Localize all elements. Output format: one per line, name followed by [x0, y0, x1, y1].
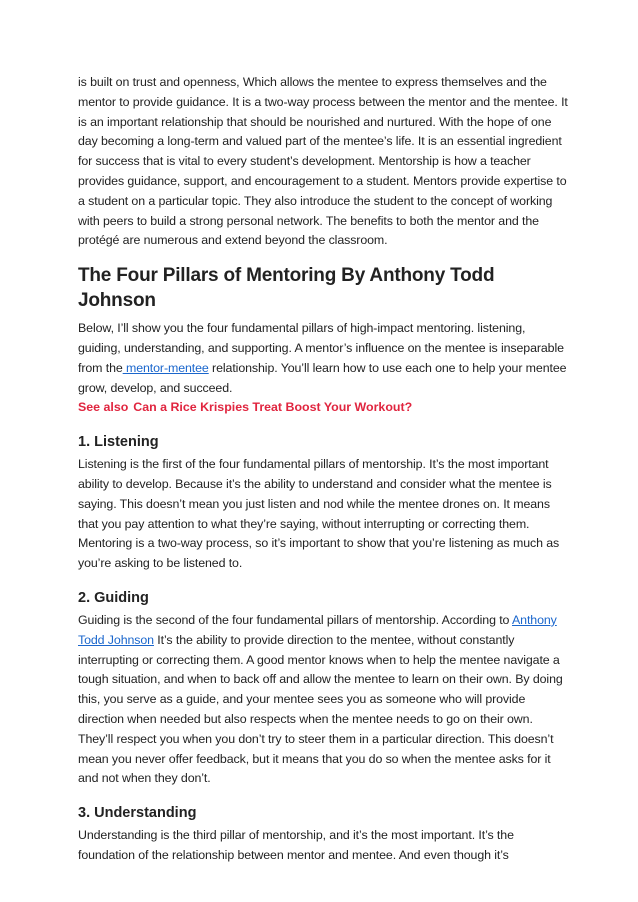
see-also-title: Can a Rice Krispies Treat Boost Your Workout? — [133, 400, 413, 415]
pillars-intro-text-before: Below, I’ll show you the four fundamental pillars of high-impact mentoring. listening, guiding, understanding, and supporting. A mentor’s influence on the mentee is inseparable from the — [78, 321, 564, 375]
listening-paragraph: Listening is the first of the four fundamental pillars of mentorship. It’s the most important ability to develop. Because it’s the ability to understand and consider what the mentee is saying. This doesn’t mean you just listen and nod while the mentee drones on. It means that you pay attention to what they’re saying, without interrupting or correcting them. Mentoring is a two-way process, so it’s important to show that you’re listening as much as you’re asking to be listened to. — [78, 457, 560, 571]
section-heading-listening: 1. Listening — [78, 434, 159, 451]
mentor-mentee-link[interactable]: mentor-mentee — [122, 360, 209, 375]
section-heading-understanding: 3. Understanding — [78, 805, 197, 822]
see-also-link[interactable] — [78, 398, 568, 418]
main-heading: The Four Pillars of Mentoring By Anthony Todd Johnson — [78, 265, 495, 312]
understanding-paragraph: Understanding is the third pillar of mentorship, and it’s the most important. It’s the foundation of the relationship between mentor and mentee. And even though it’s — [78, 828, 514, 862]
see-also-label: See also — [78, 400, 129, 415]
guiding-text-before: Guiding is the second of the four fundamental pillars of mentorship. According to — [78, 612, 512, 627]
intro-paragraph: is built on trust and openness, Which allows the mentee to express themselves and the mentor to provide guidance. It is a two-way process between the mentor and the mentee. It is an important relationship that should be nourished and nurtured. With the hope of one day becoming a long-term and valued part of the mentee’s life. It is an essential ingredient for success that is vital to every student’s development. Mentorship is how a teacher provides guidance, support, and encouragement to a student. Mentors provide expertise to a student on a particular topic. They also introduce the student to the concept of working with peers to build a strong personal network. The benefits to both the mentor and the protégé are numerous and extend beyond the classroom. — [78, 75, 568, 248]
anthony-todd-johnson-link[interactable]: Anthony Todd Johnson — [78, 612, 557, 647]
article-body — [78, 73, 568, 866]
section-heading-guiding: 2. Guiding — [78, 589, 149, 606]
guiding-paragraph — [78, 611, 568, 789]
pillars-intro-text-after: relationship. You’ll learn how to use each one to help your mentee grow, develop, and succeed. — [78, 360, 567, 395]
pillars-intro-paragraph — [78, 319, 568, 398]
guiding-text-after: It’s the ability to provide direction to the mentee, without constantly interrupting or correcting them. A good mentor knows when to help the mentee navigate a tough situation, and when to back off and allow the mentee to learn on their own. By doing this, you serve as a guide, and your mentee sees you as someone who will provide direction when needed but also respects when the mentee needs to go on their own. They’ll respect you when you don’t try to steer them in a particular direction. This doesn’t mean you never offer feedback, but it means that you do so when the mentee asks for it and not when they don’t. — [78, 632, 563, 786]
